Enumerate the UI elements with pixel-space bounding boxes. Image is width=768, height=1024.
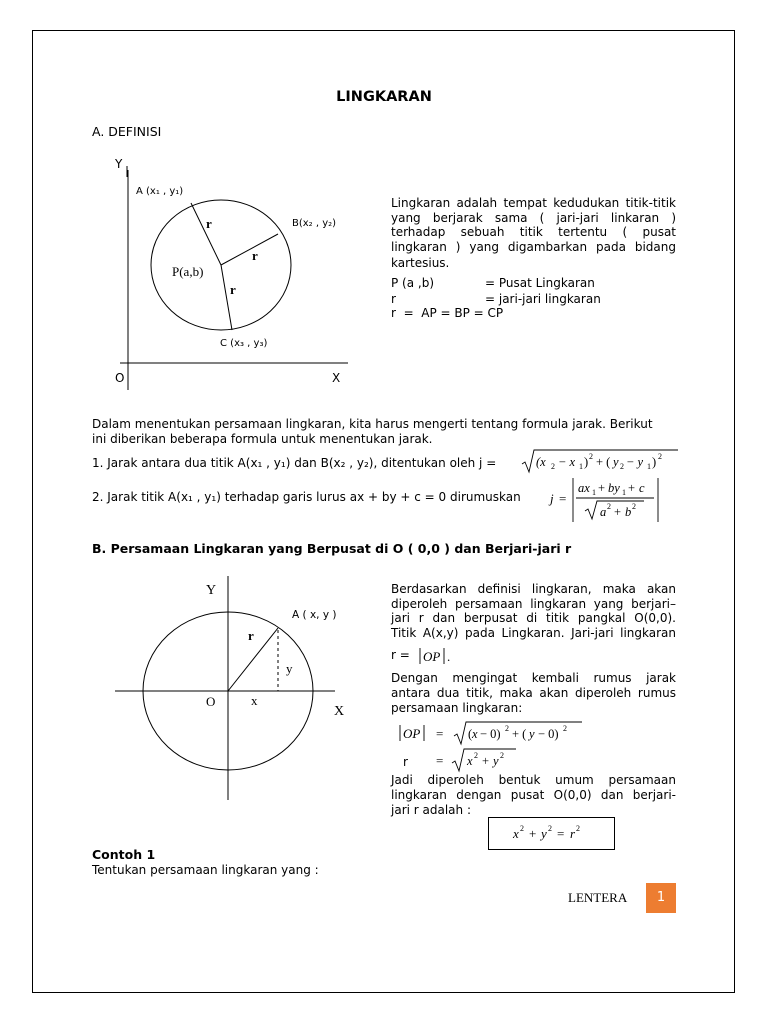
point-c-label: C (x₃ , y₃): [220, 338, 268, 349]
radius-pb: [221, 234, 278, 265]
svg-text:+: +: [598, 481, 606, 495]
paragraph-line: Titik A(x,y) pada Lingkaran. Jari-jari lingkaran: [391, 625, 676, 640]
op-distance-formula: [398, 719, 588, 747]
svg-text:=: =: [559, 491, 567, 506]
paragraph-line: Jadi diperoleh bentuk umum persamaan: [391, 773, 676, 787]
svg-text:2: 2: [589, 452, 593, 461]
y-label: y: [286, 661, 293, 676]
section-b-heading: B. Persamaan Lingkaran yang Berpusat di O ( 0,0 ) dan Berjari-jari r: [92, 541, 572, 556]
svg-text:2: 2: [474, 751, 478, 760]
paragraph-line: lingkaran dengan pusat O(0,0) dan berjari-: [391, 787, 676, 802]
example-text: Tentukan persamaan lingkaran yang :: [92, 863, 319, 877]
formula-item-2-text: 2. Jarak titik A(x₁ , y₁) terhadap garis lurus ax + by + c = 0 dirumuskan: [92, 490, 521, 504]
svg-text:− 0): − 0): [480, 727, 501, 741]
svg-text:2: 2: [620, 462, 624, 471]
definition-line: lingkaran ) yang digambarkan pada bidang: [391, 239, 676, 254]
svg-text:): ): [584, 455, 589, 469]
paragraph-line: Dengan mengingat kembali rumus jarak: [391, 671, 676, 685]
legend-term-center: P (a ,b): [391, 276, 435, 290]
svg-text:2: 2: [658, 452, 662, 461]
svg-text:2: 2: [563, 724, 567, 733]
svg-text:+: +: [614, 505, 622, 519]
footer-brand: LENTERA: [568, 890, 628, 905]
page-number-badge: 1: [646, 883, 676, 913]
intro-line: ini diberikan beberapa formula untuk menentukan jarak.: [92, 432, 433, 446]
paragraph-line: diperoleh persamaan lingkaran yang berjari–: [391, 596, 676, 611]
svg-text:x: x: [467, 754, 473, 768]
svg-text:2: 2: [548, 824, 552, 833]
svg-text:c: c: [639, 481, 645, 495]
paragraph-line: jari r dan berpusat di titik pangkal O(0,0).: [391, 611, 676, 626]
svg-text:− 0): − 0): [538, 727, 559, 741]
line-distance-formula: [548, 476, 664, 524]
origin-label: O: [115, 371, 125, 385]
legend-desc-center: = Pusat Lingkaran: [485, 276, 595, 290]
paragraph-line: antara dua titik, maka akan diperoleh rumus: [391, 685, 676, 700]
paragraph-b1: [391, 582, 676, 640]
svg-text:ax: ax: [578, 481, 590, 495]
intro-line: Dalam menentukan persamaan lingkaran, kita harus mengerti tentang formula jarak. Berikut: [92, 417, 653, 431]
circle-origin-figure: [110, 570, 370, 810]
legend-term-radius: r: [391, 292, 396, 306]
radius-label-b: r: [252, 248, 258, 263]
x-axis-label: X: [334, 704, 345, 719]
distance-formula: [520, 447, 680, 475]
radius-pa: [191, 203, 221, 265]
svg-text:OP: OP: [403, 726, 421, 741]
svg-text:2: 2: [520, 824, 524, 833]
center-label: P(a,b): [172, 264, 204, 279]
svg-text:2: 2: [607, 502, 611, 511]
general-equation: [489, 818, 614, 849]
definition-paragraph: [391, 196, 676, 254]
svg-text:2: 2: [551, 462, 555, 471]
formula-item-1-text: 1. Jarak antara dua titik A(x₁ , y₁) dan B(x₂ , y₂), ditentukan oleh j =: [92, 456, 497, 470]
point-a-label: A ( x, y ): [292, 609, 337, 621]
circle-definition-figure: [100, 150, 370, 390]
svg-text:b: b: [625, 505, 632, 519]
svg-text:2: 2: [500, 751, 504, 760]
svg-text:=: =: [557, 826, 565, 841]
section-a-heading: A. DEFINISI: [92, 124, 162, 139]
example-heading: Contoh 1: [92, 847, 156, 862]
svg-text:OP: OP: [423, 649, 441, 664]
legend-desc-radius: = jari-jari lingkaran: [485, 292, 601, 306]
svg-text:+ (: + (: [596, 455, 611, 469]
r-label: r: [403, 755, 408, 769]
svg-text:=: =: [436, 726, 444, 741]
point-b-label: B(x₂ , y₂): [292, 218, 337, 229]
svg-text:y: y: [493, 754, 499, 768]
svg-text:− y: − y: [626, 455, 644, 469]
radius-label: r: [248, 628, 254, 643]
svg-text:a: a: [600, 505, 607, 519]
svg-text:2: 2: [505, 724, 509, 733]
svg-text:1: 1: [622, 488, 626, 497]
svg-text:(: (: [468, 727, 473, 741]
definition-line: yang berjarak sama ( jari-jari linkaran ): [391, 210, 676, 225]
r-sqrt-formula: [430, 745, 520, 773]
svg-text:x: x: [472, 727, 478, 741]
svg-text:y: y: [529, 727, 535, 741]
svg-text:+: +: [529, 826, 537, 841]
paragraph-b2: [391, 671, 676, 700]
svg-text:+ (: + (: [512, 727, 527, 741]
svg-text:=: =: [436, 753, 444, 768]
svg-text:): ): [652, 455, 657, 469]
radius-pc: [221, 265, 232, 330]
general-equation-box: [488, 817, 615, 850]
x-label: x: [251, 693, 258, 708]
svg-text:j: j: [550, 491, 554, 506]
svg-text:2: 2: [632, 502, 636, 511]
svg-text:1: 1: [579, 462, 583, 471]
x-axis-label: X: [332, 371, 341, 385]
svg-text:2: 2: [576, 824, 580, 833]
definition-last-line: kartesius.: [391, 256, 450, 270]
svg-text:r: r: [570, 826, 576, 841]
paragraph-line: jari r adalah :: [391, 803, 471, 817]
definition-line: Lingkaran adalah tempat kedudukan titik-titik: [391, 196, 676, 210]
svg-text:by: by: [608, 481, 620, 495]
svg-text:1: 1: [647, 462, 651, 471]
svg-text:x: x: [513, 826, 519, 841]
svg-text:− x: − x: [558, 455, 576, 469]
svg-text:1: 1: [592, 488, 596, 497]
svg-text:+: +: [482, 754, 490, 768]
svg-text:+: +: [628, 481, 636, 495]
y-axis-label: Y: [115, 157, 123, 171]
page-title: LINGKARAN: [336, 89, 432, 105]
paragraph-line: persamaan lingkaran:: [391, 701, 523, 715]
radius-equality: r = AP = BP = CP: [391, 306, 504, 320]
y-axis-label: Y: [206, 583, 217, 598]
origin-label: O: [206, 694, 216, 709]
svg-text:y: y: [541, 826, 547, 841]
radius-label-a: r: [206, 216, 212, 231]
svg-text:.: .: [447, 649, 451, 664]
definition-line: terhadap sebuah titik tertentu ( pusat: [391, 225, 676, 240]
svg-text:y: y: [613, 455, 619, 469]
paragraph-b3: [391, 773, 676, 802]
radius-op-label: r =: [391, 648, 414, 662]
paragraph-line: Berdasarkan definisi lingkaran, maka akan: [391, 582, 676, 596]
radius-label-c: r: [230, 282, 236, 297]
op-abs-formula: [417, 645, 457, 667]
svg-text:(x: (x: [536, 455, 546, 469]
point-a-label: A (x₁ , y₁): [136, 186, 184, 197]
